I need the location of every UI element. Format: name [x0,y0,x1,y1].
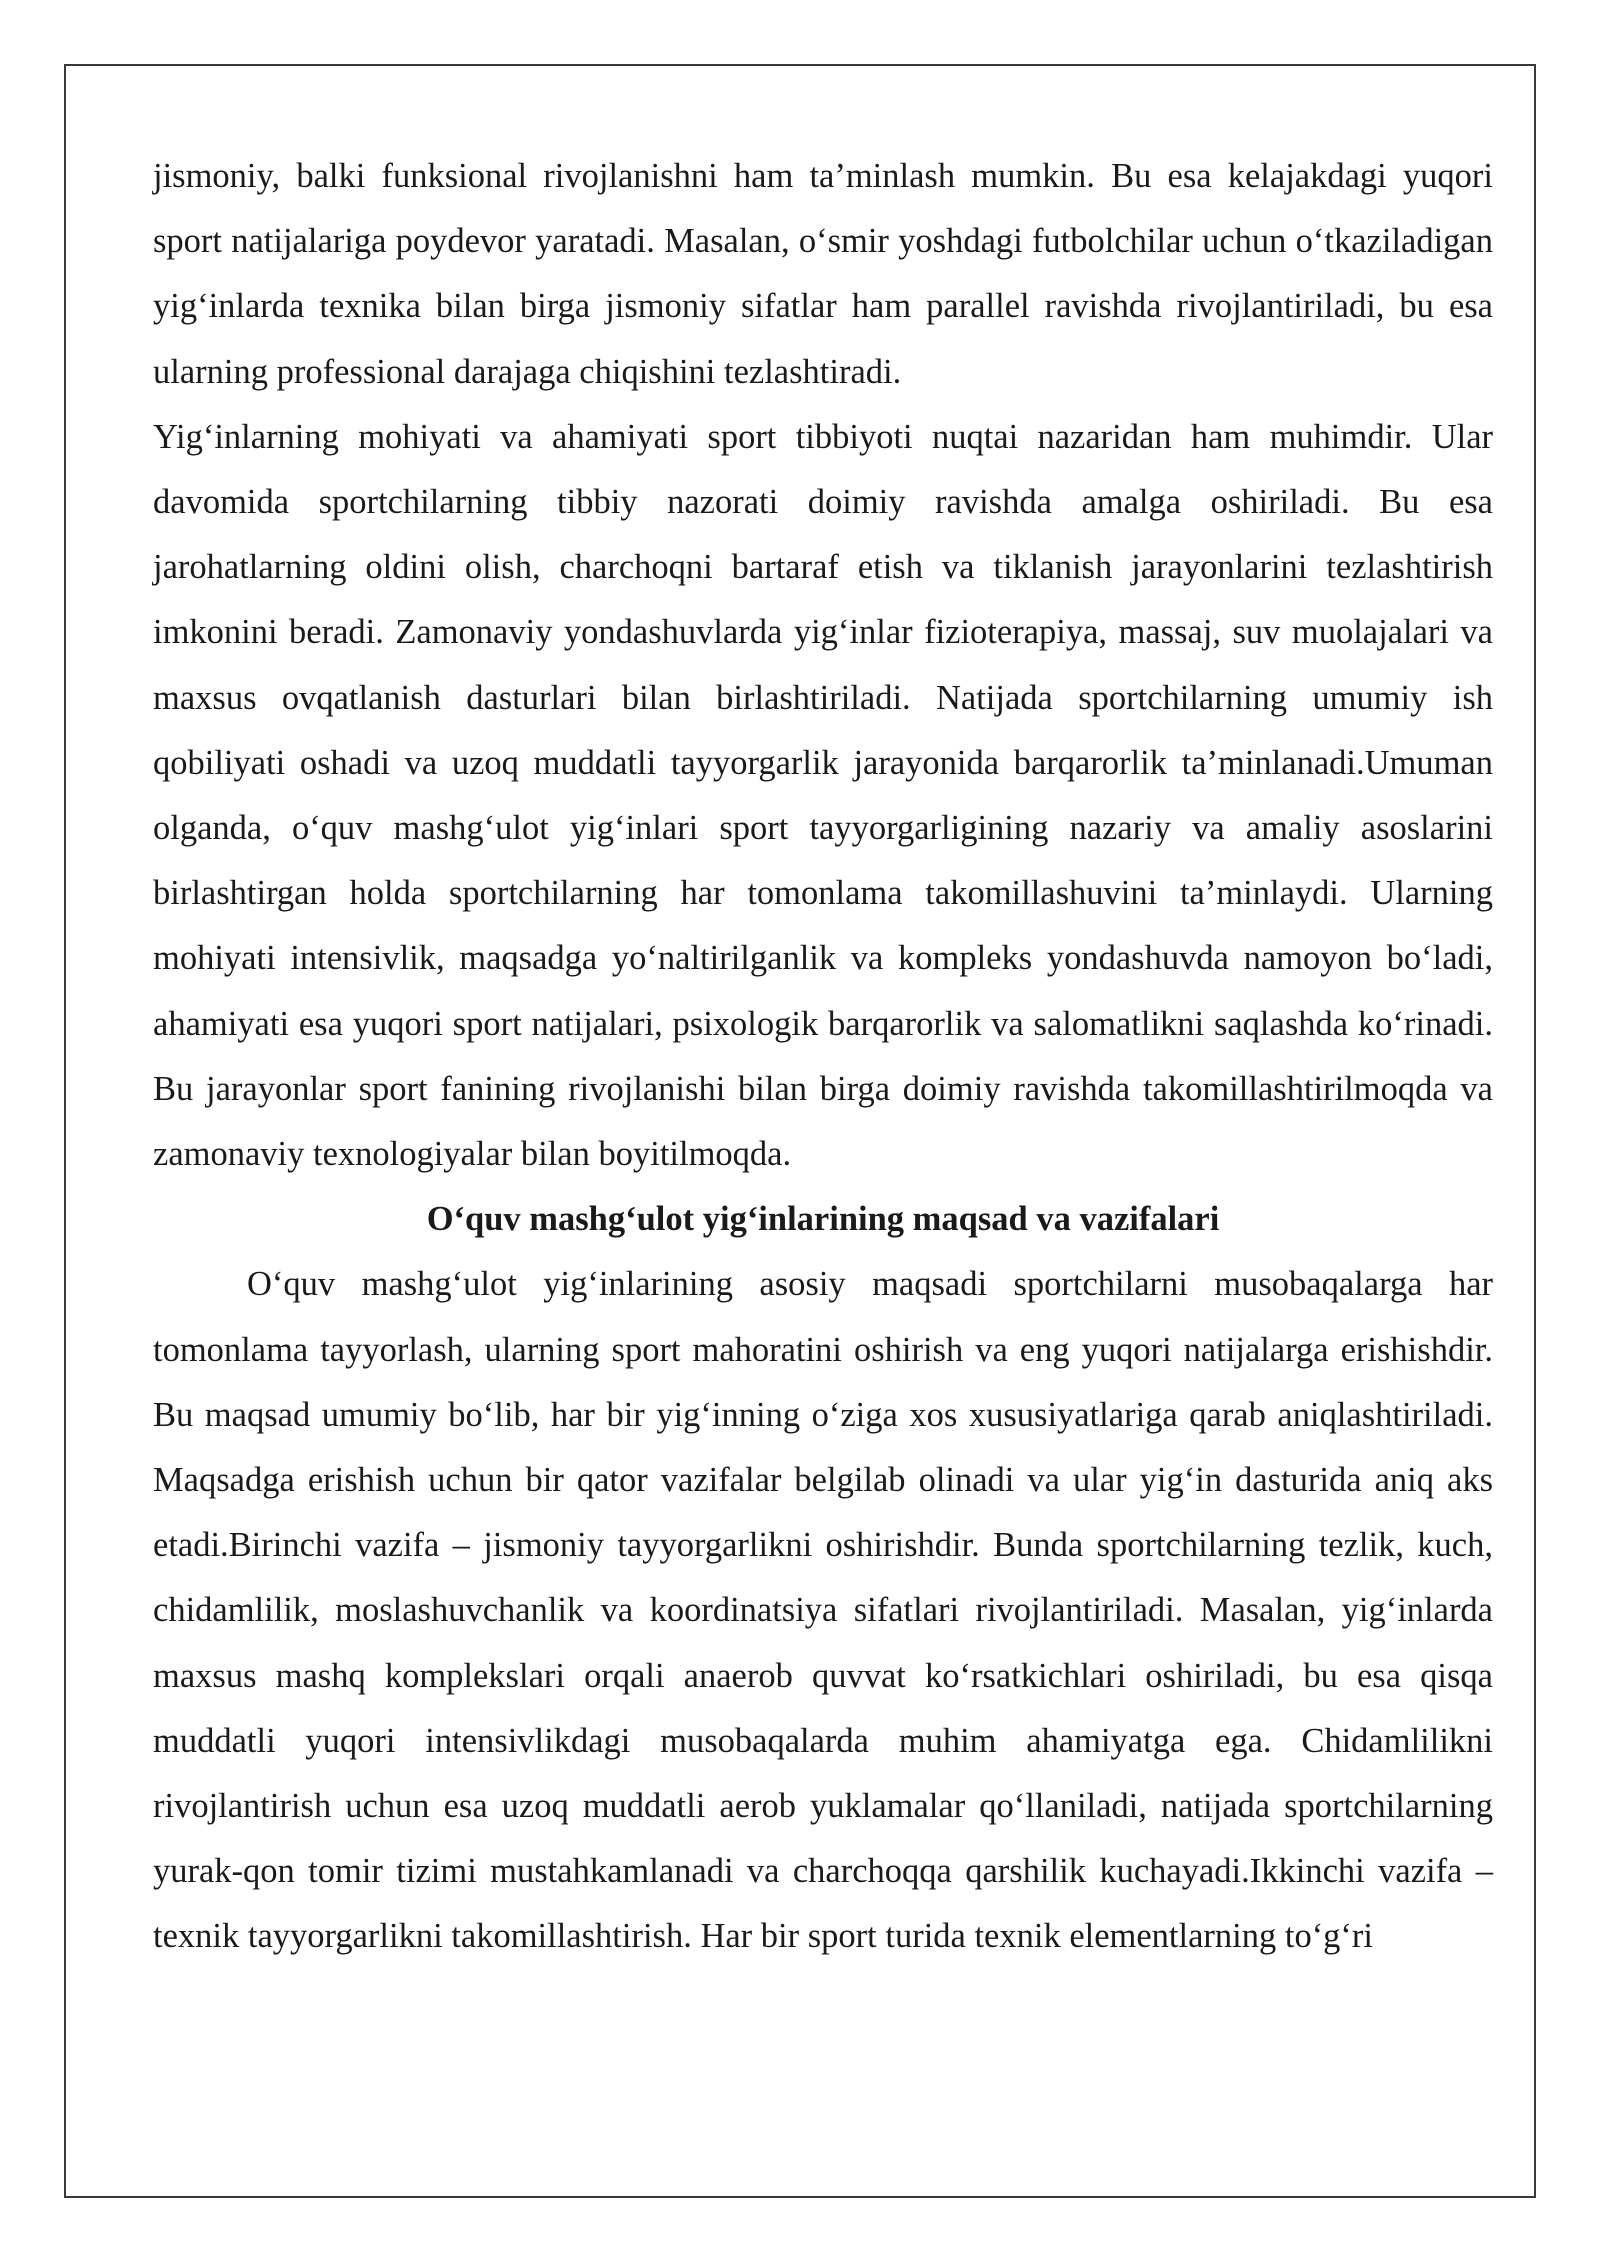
paragraph-2: Yig‘inlarning mohiyati va ahamiyati sport tibbiyoti nuqtai nazaridan ham muhimdir. Ular davomida sportchilarning tibbiy nazorati doimiy ravishda amalga oshiriladi. Bu esa jarohatlarning oldini olish, charchoqni bartaraf etish va tiklanish jarayonlarini tezlashtirish imkonini beradi. Zamonaviy yondashuvlarda yig‘inlar fizioterapiya, massaj, suv muolajalari va maxsus ovqatlanish dasturlari bilan birlashtiriladi. Natijada sportchilarning umumiy ish qobiliyati oshadi va uzoq muddatli tayyorgarlik jarayonida barqarorlik ta’minlanadi.Umuman olganda, o‘quv mashg‘ulot yig‘inlari sport tayyorgarligining nazariy va amaliy asoslarini birlashtirgan holda sportchilarning har tomonlama takomillashuvini ta’minlaydi. Ularning mohiyati intensivlik, maqsadga yo‘naltirilganlik va kompleks yondashuvda namoyon bo‘ladi, ahamiyati esa yuqori sport natijalari, psixologik barqarorlik va salomatlikni saqlashda ko‘rinadi. Bu jarayonlar sport fanining rivojlanishi bilan birga doimiy ravishda takomillashtirilmoqda va zamonaviy texnologiyalar bilan boyitilmoqda. [153,417,1493,1174]
document-body [153,144,1493,1970]
paragraph-1: jismoniy, balki funksional rivojlanishni ham ta’minlash mumkin. Bu esa kelajakdagi yuqori sport natijalariga poydevor yaratadi. Masalan, o‘smir yoshdagi futbolchilar uchun o‘tkaziladigan yig‘inlarda texnika bilan birga jismoniy sifatlar ham parallel ravishda rivojlantiriladi, bu esa ularning professional darajaga chiqishini tezlashtiradi. [153,157,1493,391]
section-heading: O‘quv mashg‘ulot yig‘inlarining maqsad va vazifalari [426,1200,1220,1239]
paragraph-3: O‘quv mashg‘ulot yig‘inlarining asosiy maqsadi sportchilarni musobaqalarga har tomonlama tayyorlash, ularning sport mahoratini oshirish va eng yuqori natijalarga erishishdir. Bu maqsad umumiy bo‘lib, har bir yig‘inning o‘ziga xos xususiyatlariga qarab aniqlashtiriladi. Maqsadga erishish uchun bir qator vazifalar belgilab olinadi va ular yig‘in dasturida aniq aks etadi.Birinchi vazifa – jismoniy tayyorgarlikni oshirishdir. Bunda sportchilarning tezlik, kuch, chidamlilik, moslashuvchanlik va koordinatsiya sifatlari rivojlantiriladi. Masalan, yig‘inlarda maxsus mashq komplekslari orqali anaerob quvvat ko‘rsatkichlari oshiriladi, bu esa qisqa muddatli yuqori intensivlikdagi musobaqalarda muhim ahamiyatga ega. Chidamlilikni rivojlantirish uchun esa uzoq muddatli aerob yuklamalar qo‘llaniladi, natijada sportchilarning yurak-qon tomir tizimi mustahkamlanadi va charchoqqa qarshilik kuchayadi.Ikkinchi vazifa – texnik tayyorgarlikni takomillashtirish. Har bir sport turida texnik elementlarning to‘g‘ri [153,1265,1493,1956]
